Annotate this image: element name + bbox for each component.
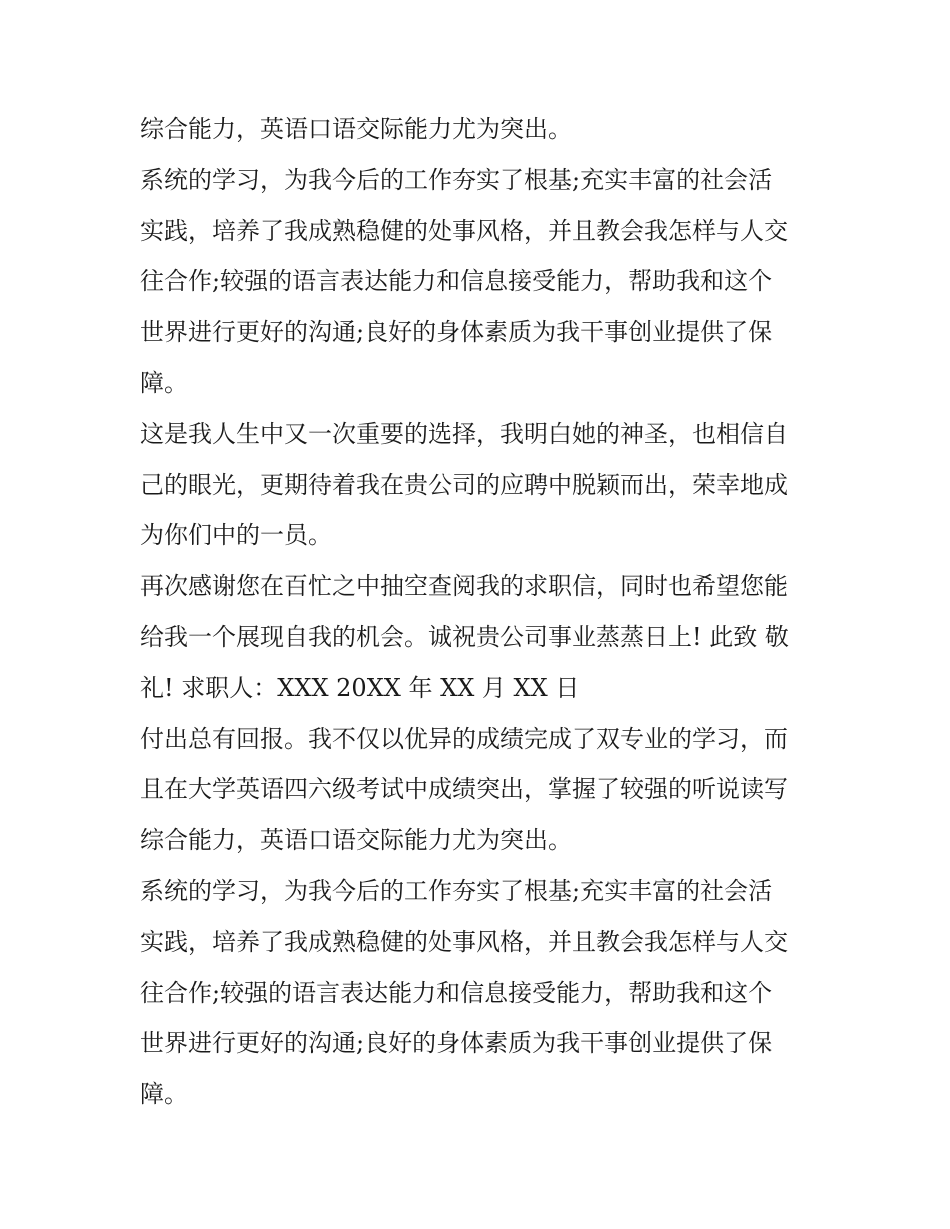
text-line: 付出总有回报。我不仅以优异的成绩完成了双专业的学习，而: [140, 724, 788, 753]
text-line: 世界进行更好的沟通;良好的身体素质为我干事创业提供了保: [140, 318, 773, 347]
paragraph: [140, 155, 820, 409]
paragraph: [140, 561, 820, 713]
text-line: 障。: [140, 368, 188, 397]
text-line: 综合能力，英语口语交际能力尤为突出。: [140, 115, 572, 143]
text-line: 综合能力，英语口语交际能力尤为突出。: [140, 826, 572, 855]
text-line: 实践，培养了我成熟稳健的处事风格，并且教会我怎样与人交: [140, 216, 788, 245]
text-line: 系统的学习，为我今后的工作夯实了根基;充实丰富的社会活: [140, 876, 773, 905]
paragraph: [140, 714, 820, 866]
text-line: 这是我人生中又一次重要的选择，我明白她的神圣，也相信自: [140, 419, 788, 448]
paragraph: [140, 104, 820, 155]
text-line: 为你们中的一员。: [140, 521, 332, 550]
text-line: 障。: [140, 1080, 188, 1109]
text-line: 往合作;较强的语言表达能力和信息接受能力，帮助我和这个: [140, 267, 773, 296]
document-body: [140, 104, 820, 1120]
text-line: 给我一个展现自我的机会。诚祝贵公司事业蒸蒸日上! 此致 敬: [140, 622, 789, 651]
text-line: 世界进行更好的沟通;良好的身体素质为我干事创业提供了保: [140, 1029, 773, 1058]
text-line: 实践，培养了我成熟稳健的处事风格，并且教会我怎样与人交: [140, 927, 788, 956]
paragraph: [140, 866, 820, 1120]
paragraph: [140, 409, 820, 561]
text-line: 礼! 求职人：XXX 20XX 年 XX 月 XX 日: [140, 673, 580, 702]
text-line: 且在大学英语四六级考试中成绩突出，掌握了较强的听说读写: [140, 775, 788, 804]
text-line: 系统的学习，为我今后的工作夯实了根基;充实丰富的社会活: [140, 165, 773, 194]
text-line: 再次感谢您在百忙之中抽空查阅我的求职信，同时也希望您能: [140, 572, 788, 601]
text-line: 己的眼光，更期待着我在贵公司的应聘中脱颖而出，荣幸地成: [140, 470, 788, 499]
text-line: 往合作;较强的语言表达能力和信息接受能力，帮助我和这个: [140, 978, 773, 1007]
